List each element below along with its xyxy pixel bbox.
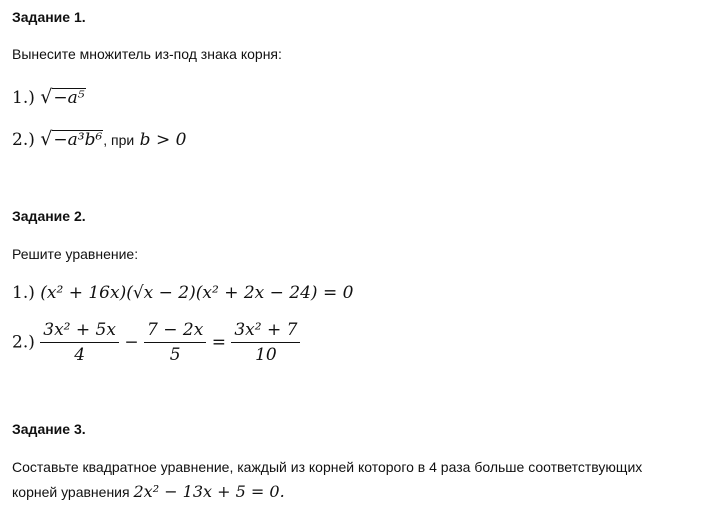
fraction-3-denominator: 10	[255, 345, 277, 365]
task2-item1	[12, 283, 353, 303]
minus-sign: −	[124, 332, 139, 353]
task2-instruction: Решите уравнение:	[12, 246, 139, 262]
radicand: −a⁵	[53, 88, 85, 108]
fraction-2	[144, 320, 206, 365]
item-number: 1.)	[12, 283, 35, 303]
condition-text: , при	[103, 132, 135, 148]
task3-equation: 2x² − 13x + 5 = 0.	[133, 482, 285, 501]
fraction-3	[231, 320, 300, 365]
fraction-1-numerator: 3x² + 5x	[40, 320, 119, 343]
item-number: 2.)	[12, 130, 35, 150]
radicand: −a³b⁶	[53, 130, 103, 150]
sqrt-sign: √	[40, 86, 53, 108]
fraction-1	[40, 320, 119, 365]
equation: (x² + 16x)(√x − 2)(x² + 2x − 24) = 0	[40, 283, 354, 303]
task2-title: Задание 2.	[12, 208, 86, 224]
fraction-1-denominator: 4	[74, 345, 86, 365]
task3-line1: Составьте квадратное уравнение, каждый из корней которого в 4 раза больше соответствующих	[12, 459, 643, 475]
task1-item2	[12, 128, 186, 150]
fraction-2-denominator: 5	[169, 345, 181, 365]
item-number: 2.)	[12, 332, 35, 353]
equals-sign: =	[211, 332, 226, 353]
fraction-3-numerator: 3x² + 7	[231, 320, 300, 343]
task2-item2	[12, 320, 300, 365]
task3-title: Задание 3.	[12, 421, 86, 437]
task3-line2-text: корней уравнения	[12, 484, 130, 500]
task1-item1	[12, 86, 86, 108]
item-number: 1.)	[12, 88, 35, 108]
sqrt-sign: √	[40, 128, 53, 150]
task3-line2	[12, 482, 285, 501]
task1-instruction: Вынесите множитель из-под знака корня:	[12, 46, 282, 62]
condition-expression: b > 0	[139, 130, 187, 150]
fraction-2-numerator: 7 − 2x	[144, 320, 206, 343]
task1-title: Задание 1.	[12, 9, 86, 25]
